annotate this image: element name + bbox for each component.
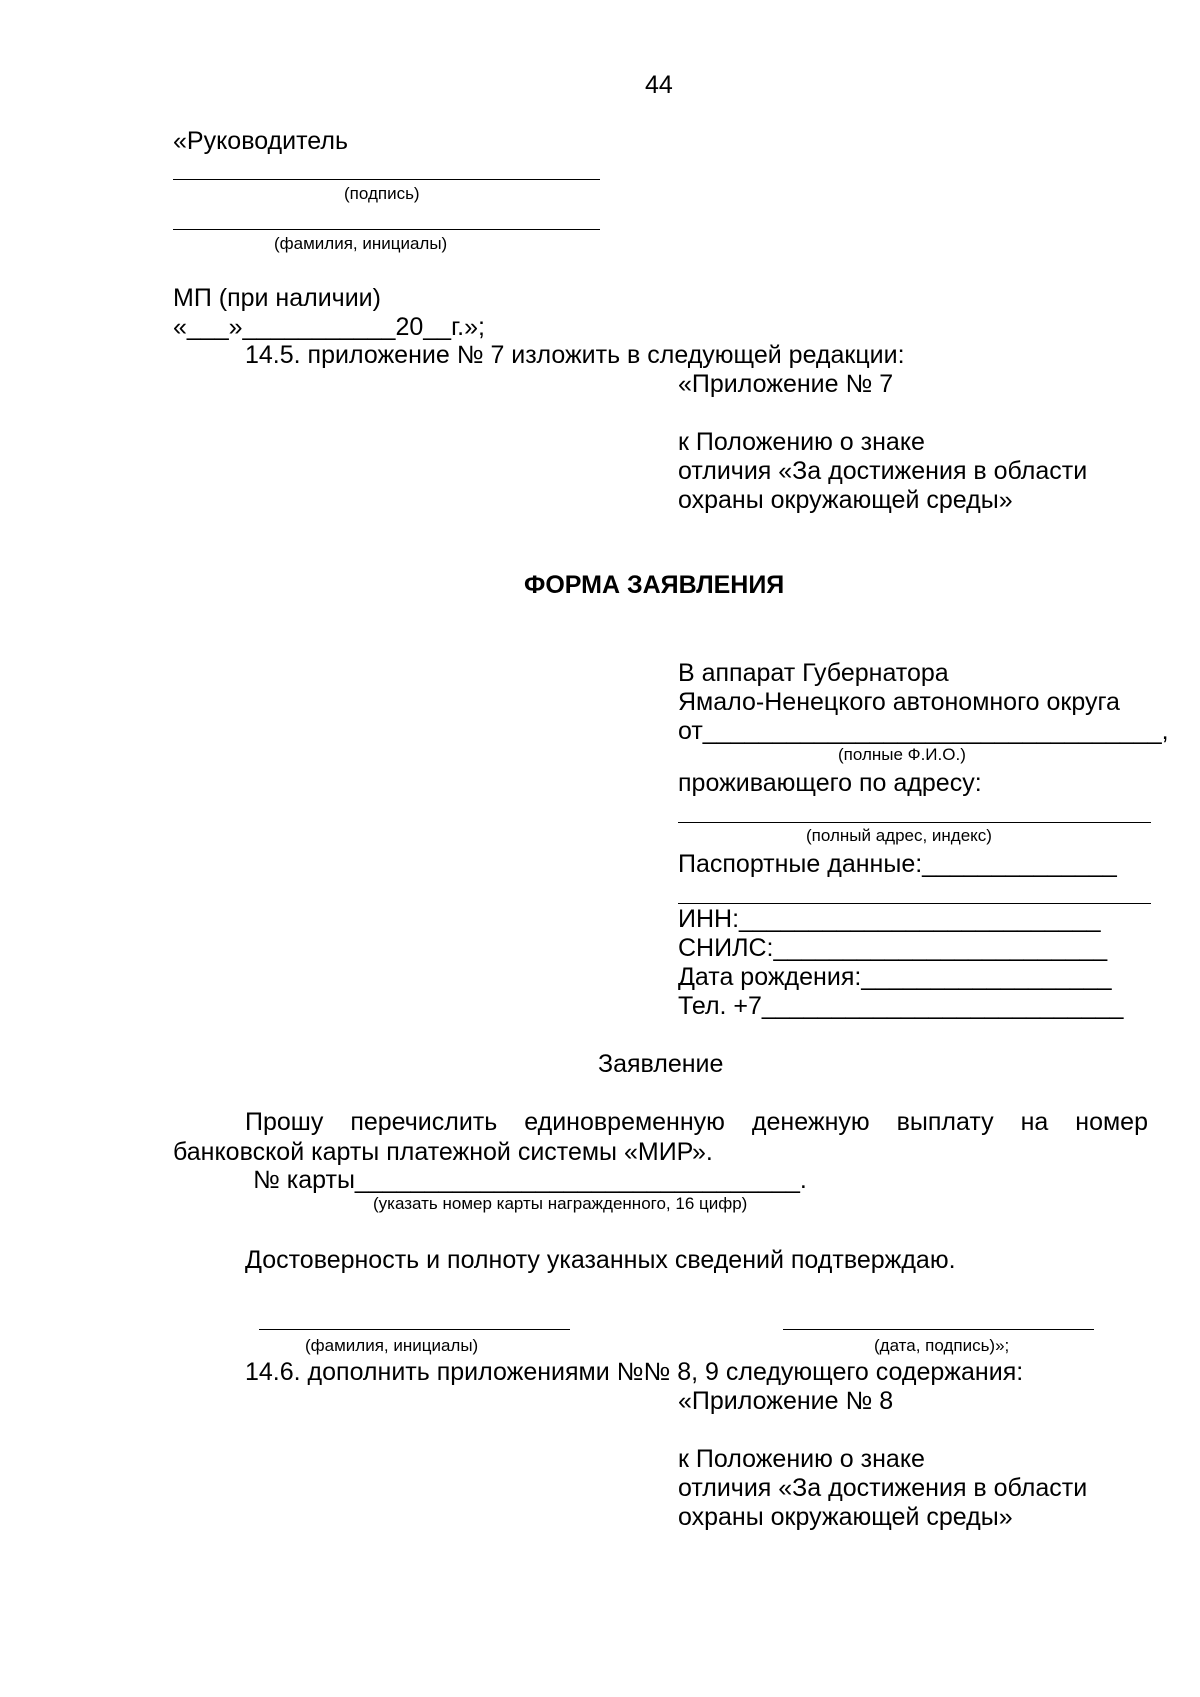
address-line <box>678 822 1151 823</box>
appendix7-line3: охраны окружающей среды» <box>678 486 1013 514</box>
address-caption: (полный адрес, индекс) <box>806 826 992 845</box>
appendix7-line2: отличия «За достижения в области <box>678 457 1088 485</box>
snils-field: СНИЛС:________________________ <box>678 934 1108 962</box>
date-line: «___»___________20__г.»; <box>173 313 485 341</box>
request-text: Прошу перечислить единовременную денежную выплату на номер банковской карты платежной системы «МИР». <box>173 1108 1148 1166</box>
birth-date-field: Дата рождения:__________________ <box>678 963 1112 991</box>
phone-field: Тел. +7__________________________ <box>678 992 1124 1020</box>
name-caption: (фамилия, инициалы) <box>274 234 448 253</box>
appendix8-line1: к Положению о знаке <box>678 1445 925 1473</box>
name-line <box>173 229 600 230</box>
signature-caption: (подпись) <box>344 184 420 203</box>
form-title: ФОРМА ЗАЯВЛЕНИЯ <box>524 571 785 599</box>
card-caption: (указать номер карты награжденного, 16 цифр) <box>373 1194 748 1213</box>
inn-field: ИНН:__________________________ <box>678 905 1101 933</box>
fio-caption: (полные Ф.И.О.) <box>838 745 966 764</box>
bottom-name-caption: (фамилия, инициалы) <box>305 1336 479 1355</box>
appendix8-title: «Приложение № 8 <box>678 1387 894 1415</box>
confirmation-text: Достоверность и полноту указанных сведений подтверждаю. <box>245 1246 956 1274</box>
item-14-5: 14.5. приложение № 7 изложить в следующей редакции: <box>245 341 905 369</box>
bottom-name-line <box>259 1329 570 1330</box>
bottom-date-caption: (дата, подпись)»; <box>874 1336 1010 1355</box>
appendix7-line1: к Положению о знаке <box>678 428 925 456</box>
signature-line <box>173 179 600 180</box>
page-number: 44 <box>645 71 673 99</box>
addressee-line2: Ямало-Ненецкого автономного округа <box>678 688 1120 716</box>
appendix8-line2: отличия «За достижения в области <box>678 1474 1088 1502</box>
appendix7-title: «Приложение № 7 <box>678 370 894 398</box>
request-paragraph <box>173 1107 1148 1167</box>
bottom-date-line <box>783 1329 1094 1330</box>
addressee-line1: В аппарат Губернатора <box>678 659 949 687</box>
passport-field: Паспортные данные:______________ <box>678 850 1117 878</box>
from-field: от_________________________________, <box>678 717 1169 745</box>
card-field: № карты________________________________. <box>253 1166 807 1194</box>
appendix8-line3: охраны окружающей среды» <box>678 1503 1013 1531</box>
head-label: «Руководитель <box>173 127 348 155</box>
stamp-label: МП (при наличии) <box>173 284 381 312</box>
residing-label: проживающего по адресу: <box>678 769 982 797</box>
application-title: Заявление <box>598 1050 724 1078</box>
item-14-6: 14.6. дополнить приложениями №№ 8, 9 следующего содержания: <box>245 1358 1024 1386</box>
